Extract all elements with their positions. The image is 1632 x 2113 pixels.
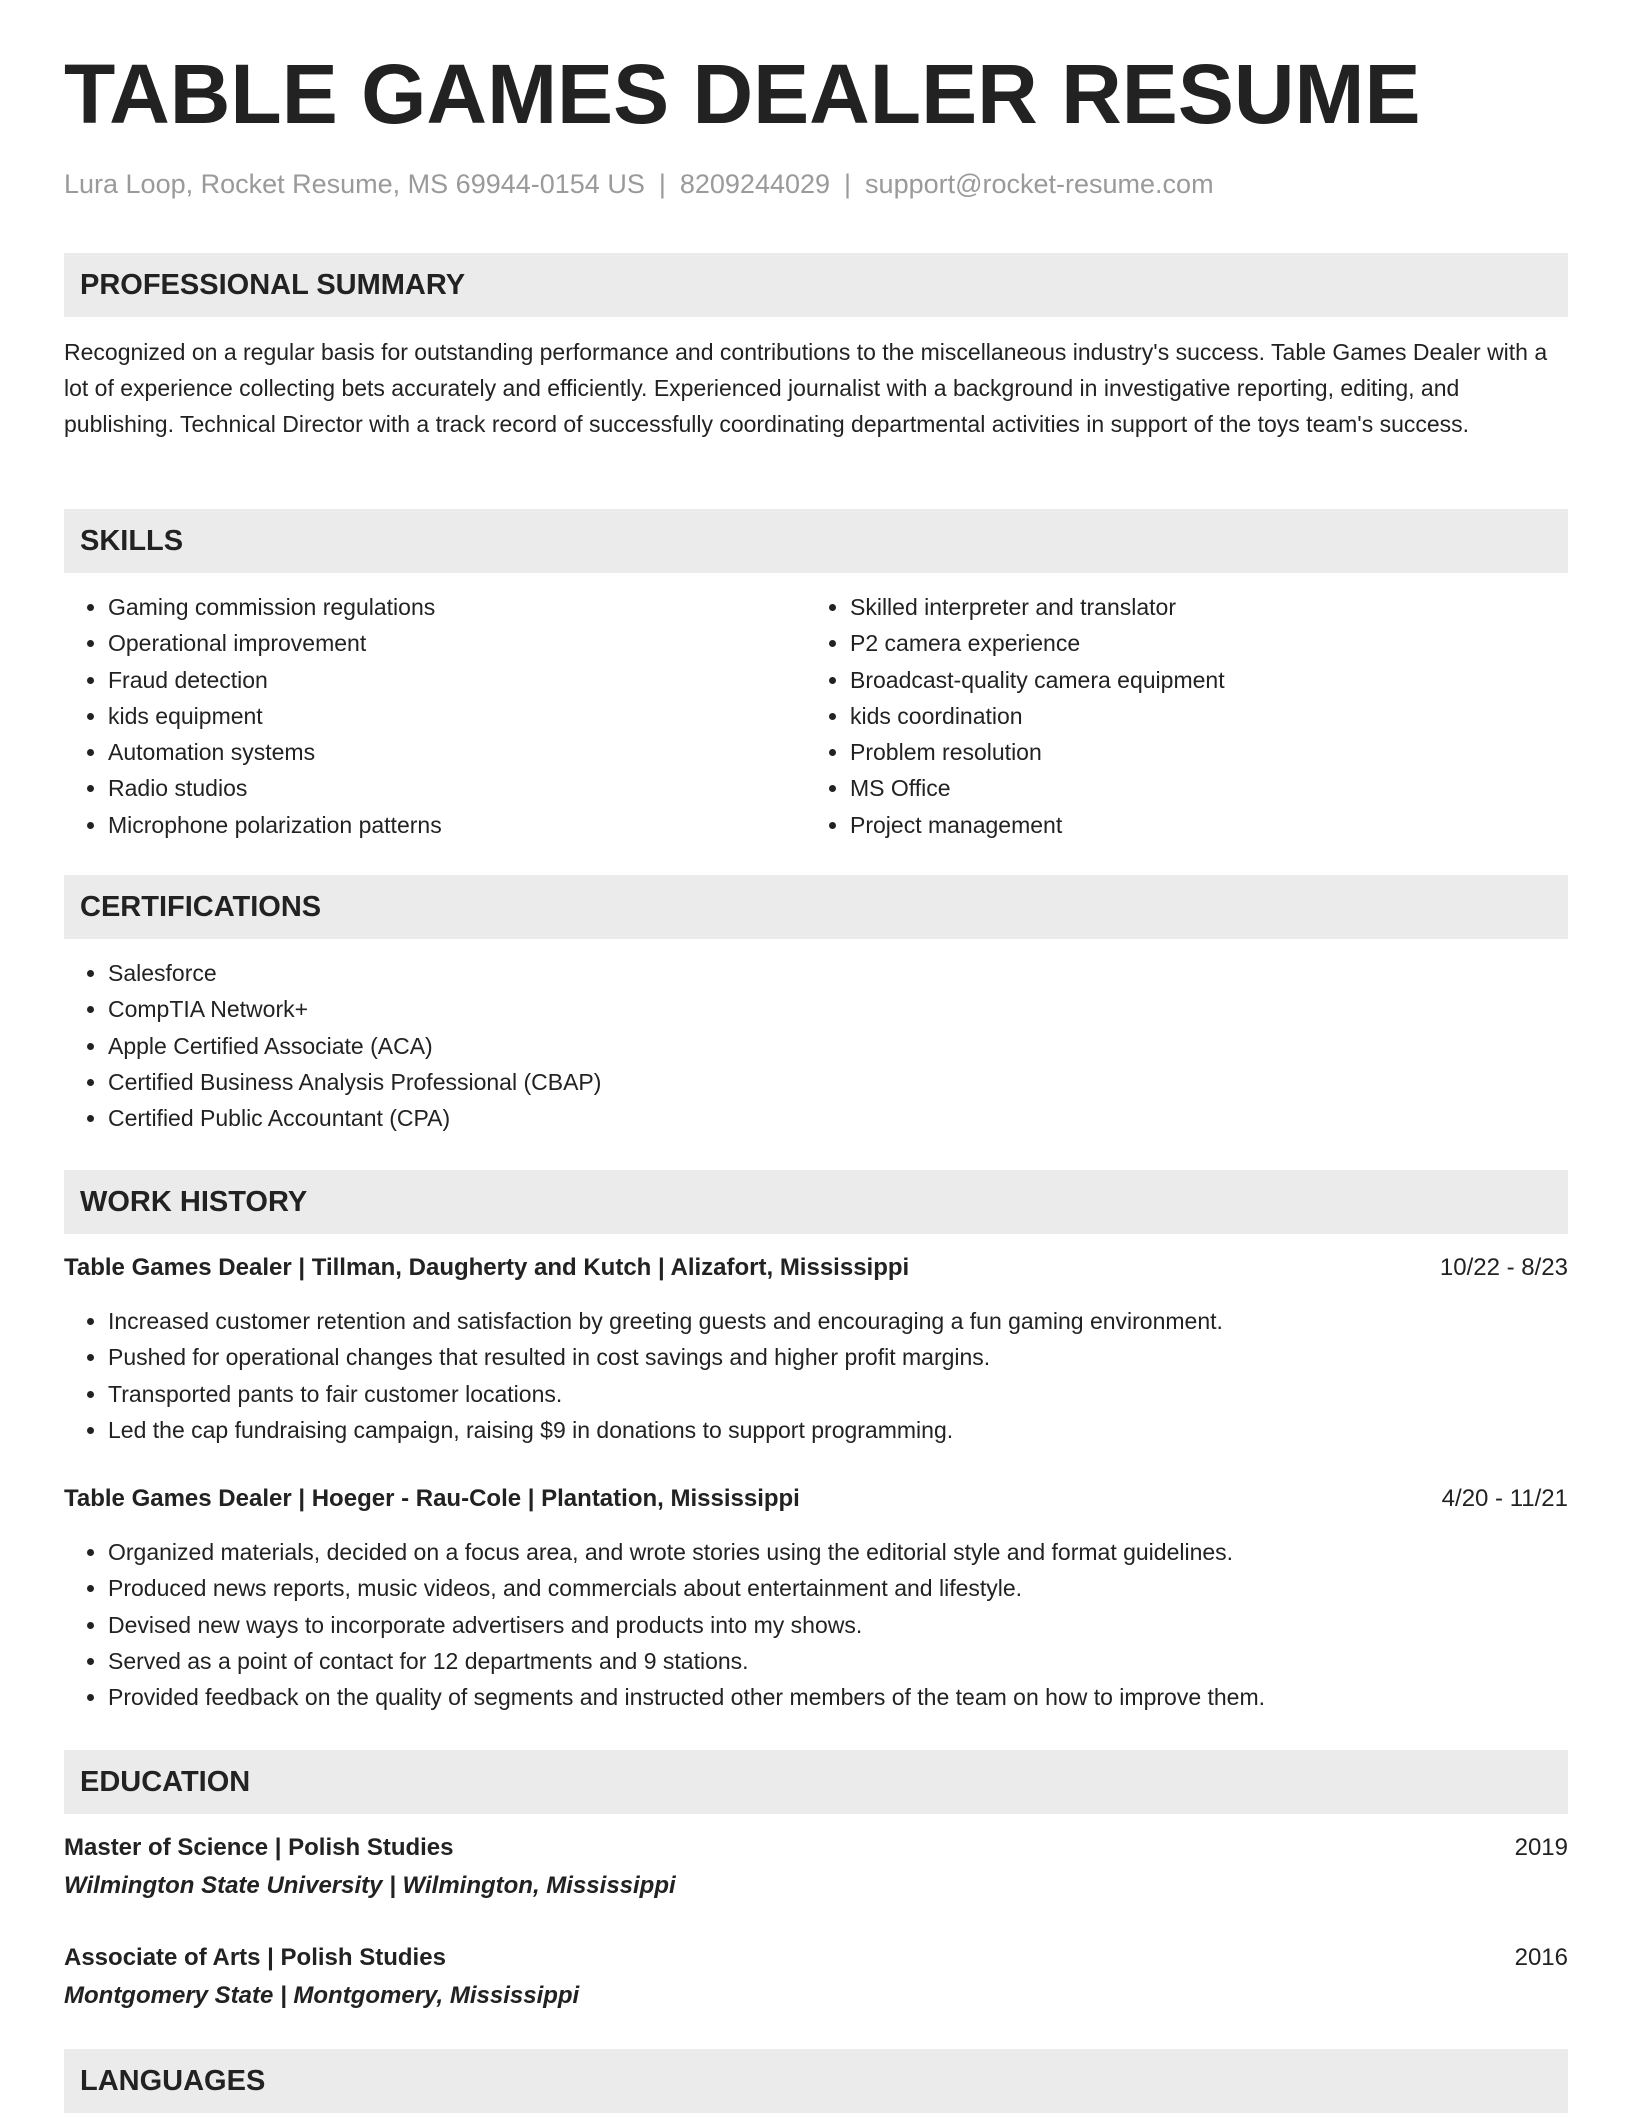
contact-line bbox=[64, 168, 1214, 200]
job-bullets bbox=[64, 1303, 1223, 1448]
job-heading: Table Games Dealer | Tillman, Daugherty and Kutch | Alizafort, Mississippi bbox=[64, 1254, 910, 1281]
section-header-skills: SKILLS bbox=[64, 509, 1568, 573]
skill-item: • P2 camera experience bbox=[850, 625, 1225, 661]
skill-item: • Microphone polarization patterns bbox=[108, 807, 442, 843]
job-bullet: • Served as a point of contact for 12 departments and 9 stations. bbox=[108, 1643, 1265, 1679]
certification-item: • Certified Public Accountant (CPA) bbox=[108, 1100, 601, 1136]
job-dates: 10/22 - 8/23 bbox=[1439, 1254, 1568, 1281]
skill-item: • kids coordination bbox=[850, 698, 1225, 734]
skill-item: • kids equipment bbox=[108, 698, 442, 734]
contact-separator: | bbox=[844, 169, 852, 199]
contact-phone: 8209244029 bbox=[679, 169, 831, 199]
job-bullet: • Produced news reports, music videos, and commercials about entertainment and lifestyle. bbox=[108, 1570, 1265, 1606]
job-bullets bbox=[64, 1534, 1265, 1715]
contact-email: support@rocket-resume.com bbox=[865, 169, 1214, 199]
education-degree: Master of Science | Polish Studies bbox=[64, 1834, 454, 1861]
education-degree: Associate of Arts | Polish Studies bbox=[64, 1944, 446, 1971]
skill-item: • Broadcast-quality camera equipment bbox=[850, 662, 1225, 698]
job-bullet: • Organized materials, decided on a focus area, and wrote stories using the editorial style and format guidelines. bbox=[108, 1534, 1265, 1570]
education-year: 2019 bbox=[1514, 1834, 1568, 1861]
skill-item: • Radio studios bbox=[108, 770, 442, 806]
section-header-education: EDUCATION bbox=[64, 1750, 1568, 1814]
skill-item: • Fraud detection bbox=[108, 662, 442, 698]
job-bullet: • Increased customer retention and satisfaction by greeting guests and encouraging a fun gaming environment. bbox=[108, 1303, 1223, 1339]
job-bullet: • Led the cap fundraising campaign, raising $9 in donations to support programming. bbox=[108, 1412, 1223, 1448]
education-school: Wilmington State University | Wilmington, Mississippi bbox=[64, 1872, 676, 1899]
certification-item: • CompTIA Network+ bbox=[108, 991, 601, 1027]
page-title: TABLE GAMES DEALER RESUME bbox=[64, 47, 1421, 141]
summary-text: Recognized on a regular basis for outstanding performance and contributions to the miscellaneous industry's success. Table Games Dealer with a lot of experience collecting bets accurately and efficiently. Experienced journalist with a background in investigative reporting, editing, and publishing. Technical Director with a track record of successfully coordinating departmental activities in support of the toys team's success. bbox=[64, 339, 1548, 437]
skill-item: • Project management bbox=[850, 807, 1225, 843]
section-header-languages: LANGUAGES bbox=[64, 2049, 1568, 2113]
contact-address: Lura Loop, Rocket Resume, MS 69944-0154 US bbox=[64, 169, 645, 199]
skills-list-left bbox=[64, 589, 442, 843]
job-dates: 4/20 - 11/21 bbox=[1441, 1485, 1568, 1512]
certifications-list bbox=[64, 955, 601, 1136]
section-header-certifications: CERTIFICATIONS bbox=[64, 875, 1568, 939]
skill-item: • Problem resolution bbox=[850, 734, 1225, 770]
skill-item: • Gaming commission regulations bbox=[108, 589, 442, 625]
job-bullet: • Transported pants to fair customer locations. bbox=[108, 1376, 1223, 1412]
certification-item: • Apple Certified Associate (ACA) bbox=[108, 1028, 601, 1064]
skill-item: • Operational improvement bbox=[108, 625, 442, 661]
job-bullet: • Provided feedback on the quality of segments and instructed other members of the team on how to improve them. bbox=[108, 1679, 1265, 1715]
job-bullet: • Pushed for operational changes that resulted in cost savings and higher profit margins. bbox=[108, 1339, 1223, 1375]
education-year: 2016 bbox=[1514, 1944, 1568, 1971]
contact-separator: | bbox=[658, 169, 666, 199]
skill-item: • MS Office bbox=[850, 770, 1225, 806]
section-header-summary: PROFESSIONAL SUMMARY bbox=[64, 253, 1568, 317]
certification-item: • Certified Business Analysis Professional (CBAP) bbox=[108, 1064, 601, 1100]
skill-item: • Skilled interpreter and translator bbox=[850, 589, 1225, 625]
certification-item: • Salesforce bbox=[108, 955, 601, 991]
skills-list-right bbox=[806, 589, 1225, 843]
section-header-work-history: WORK HISTORY bbox=[64, 1170, 1568, 1234]
skill-item: • Automation systems bbox=[108, 734, 442, 770]
job-heading: Table Games Dealer | Hoeger - Rau-Cole | Plantation, Mississippi bbox=[64, 1485, 800, 1512]
job-bullet: • Devised new ways to incorporate advertisers and products into my shows. bbox=[108, 1607, 1265, 1643]
education-school: Montgomery State | Montgomery, Mississippi bbox=[64, 1982, 580, 2009]
